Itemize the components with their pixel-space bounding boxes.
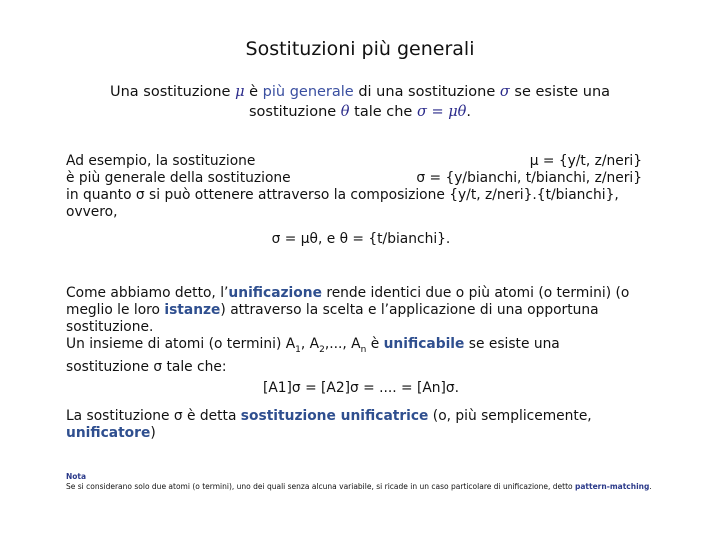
note-title: Nota xyxy=(66,472,87,481)
example-text: è più generale della sostituzione xyxy=(66,170,291,186)
text: ) xyxy=(150,425,156,441)
example-text: Ad esempio, la sostituzione xyxy=(66,153,256,169)
intro-formula: σ = μθ xyxy=(416,104,467,120)
example-block xyxy=(66,153,656,248)
unif-line: sostituzione σ tale che: xyxy=(66,358,227,375)
unif-formula: [A1]σ = [A2]σ = .... = [An]σ. xyxy=(262,379,460,396)
subscript: n xyxy=(360,344,367,355)
intro-text: è xyxy=(244,84,263,100)
text: . xyxy=(649,482,652,491)
theta-symbol: θ xyxy=(340,104,350,120)
unification-block xyxy=(66,285,656,397)
term-sostituzione-unificatrice: sostituzione unificatrice xyxy=(240,408,429,424)
note-text: Se si considerano solo due atomi (o termini), uno dei quali senza alcuna variabile, si ricade in un caso particolare di unificazione, detto xyxy=(66,482,575,491)
intro-text: tale che xyxy=(349,104,417,120)
mu-symbol: μ xyxy=(235,84,245,100)
text: rende identici due o più atomi (o termini) (o xyxy=(321,285,630,301)
definition-block xyxy=(66,408,656,442)
text: meglio le loro xyxy=(66,302,165,318)
slide-title: Sostituzioni più generali xyxy=(245,38,475,60)
term-unificatore: unificatore xyxy=(66,425,151,441)
term-unificabile: unificabile xyxy=(383,336,465,352)
subscript: 1 xyxy=(295,344,301,355)
example-mu: μ = {y/t, z/neri} xyxy=(529,153,642,169)
intro-text: sostituzione xyxy=(248,104,341,120)
highlight-piu-generale: più generale xyxy=(262,84,354,100)
intro-text: Una sostituzione xyxy=(109,84,236,100)
intro-text: . xyxy=(466,104,471,120)
subscript: 2 xyxy=(319,344,325,355)
footnote xyxy=(66,472,666,492)
text: ) attraverso la scelta e l’applicazione di una opportuna xyxy=(220,302,599,318)
example-formula: σ = μθ, e θ = {t/bianchi}. xyxy=(271,231,451,247)
text: se esiste una xyxy=(464,336,560,352)
text: Come abbiamo detto, l’ xyxy=(66,285,229,301)
text: Un insieme di atomi (o termini) A xyxy=(66,336,296,352)
text: è xyxy=(366,336,384,352)
unif-line xyxy=(66,302,656,319)
text: , A xyxy=(300,336,320,352)
example-text: in quanto σ si può ottenere attraverso la composizione {y/t, z/neri}.{t/bianchi}, xyxy=(66,187,619,203)
unif-line xyxy=(66,336,656,359)
intro-text: di una sostituzione xyxy=(353,84,500,100)
intro-definition xyxy=(60,82,660,122)
text: La sostituzione σ è detta xyxy=(66,408,241,424)
unif-line: sostituzione. xyxy=(66,319,154,335)
text: (o, più semplicemente, xyxy=(428,408,592,424)
text: ,..., A xyxy=(324,336,361,352)
intro-text: se esiste una xyxy=(509,84,611,100)
example-line xyxy=(66,153,656,170)
example-sigma: σ = {y/bianchi, t/bianchi, z/neri} xyxy=(416,170,642,186)
sigma-symbol: σ xyxy=(499,84,510,100)
term-istanze: istanze xyxy=(164,302,221,318)
example-text: ovvero, xyxy=(66,204,118,220)
example-line xyxy=(66,170,656,187)
term-unificazione: unificazione xyxy=(228,285,322,301)
term-pattern-matching: pattern-matching xyxy=(574,482,650,491)
unif-line xyxy=(66,285,656,302)
